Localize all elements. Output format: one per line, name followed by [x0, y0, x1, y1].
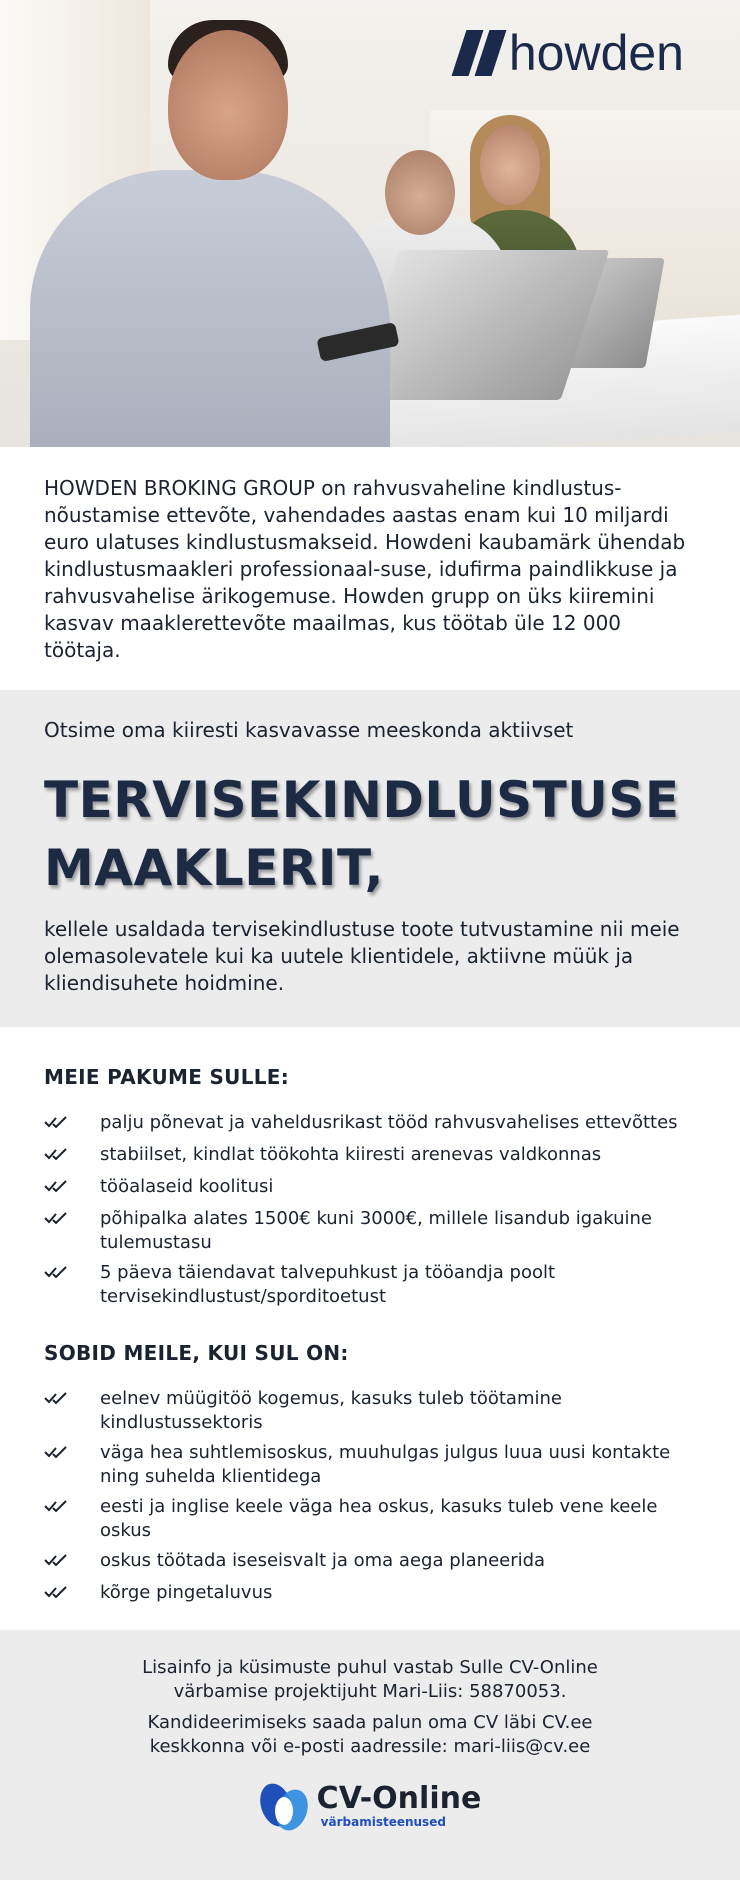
cv-online-logo-icon	[259, 1781, 311, 1833]
double-check-icon	[44, 1111, 100, 1137]
howden-logo-wordmark: howden	[508, 25, 684, 81]
list-item-text: põhipalka alates 1500€ kuni 3000€, millele lisandub igakuine tulemustasu	[100, 1208, 652, 1253]
list-item	[44, 1549, 698, 1575]
double-check-icon	[44, 1143, 100, 1169]
requirements-section	[0, 1315, 740, 1607]
list-item	[44, 1175, 698, 1201]
double-check-icon	[44, 1441, 100, 1489]
double-check-icon	[44, 1549, 100, 1575]
list-item-text: eelnev müügitöö kogemus, kasuks tuleb töötamine kindlustussektoris	[100, 1388, 562, 1433]
list-item	[44, 1387, 698, 1435]
list-item	[44, 1495, 698, 1543]
list-item	[44, 1581, 698, 1607]
hero-photo	[0, 0, 740, 447]
list-item	[44, 1207, 698, 1255]
company-intro: HOWDEN BROKING GROUP on rahvusvaheline kindlustus-nõustamise ettevõte, vahendades aastas enam kui 10 miljardi euro ulatuses kindlustusmakseid. Howdeni kaubamärk ühendab kindlustusmaakleri professionaal-suse, idufirma paindlikkuse ja rahvusvahelise ärikogemuse. Howden grupp on üks kiiremini kasvav maaklerettevõte maailmas, kus töötab üle 12 000 töötaja.	[44, 476, 686, 662]
apply-info: Kandideerimiseks saada palun oma CV läbi CV.ee keskkonna või e-posti aadressile: mari-liis@cv.ee	[147, 1712, 593, 1757]
job-lead-text: Otsime oma kiiresti kasvavasse meeskonda aktiivset	[44, 718, 574, 742]
list-item-text: 5 päeva täiendavat talvepuhkust ja tööandja poolt tervisekindlustust/sporditoetust	[100, 1262, 556, 1307]
list-item-text: oskus töötada iseseisvalt ja oma aega planeerida	[100, 1550, 546, 1571]
cv-online-logo	[259, 1781, 482, 1833]
job-title-band	[0, 690, 740, 1027]
requirements-title: SOBID MEILE, KUI SUL ON:	[44, 1341, 349, 1365]
list-item-text: eesti ja inglise keele väga hea oskus, kasuks tuleb vene keele oskus	[100, 1496, 658, 1541]
contact-info: Lisainfo ja küsimuste puhul vastab Sulle CV-Online värbamise projektijuht Mari-Liis: 58870053.	[142, 1657, 598, 1702]
offer-section	[0, 1027, 740, 1309]
double-check-icon	[44, 1175, 100, 1201]
howden-logo-mark-icon	[459, 30, 499, 76]
list-item	[44, 1261, 698, 1309]
double-check-icon	[44, 1261, 100, 1309]
job-headline-line2: MAAKLERIT,	[44, 839, 384, 897]
job-description: kellele usaldada tervisekindlustuse toote tutvustamine nii meie olemasolevatele kui ka uutele klientidele, aktiivne müük ja kliendisuhete hoidmine.	[44, 917, 680, 995]
job-headline	[44, 766, 698, 902]
howden-logo	[459, 25, 684, 81]
list-item-text: kõrge pingetaluvus	[100, 1582, 273, 1603]
contact-footer	[0, 1630, 740, 1880]
double-check-icon	[44, 1495, 100, 1543]
list-item	[44, 1111, 698, 1137]
double-check-icon	[44, 1207, 100, 1255]
cv-online-brand: CV-Online	[316, 1781, 482, 1816]
list-item-text: palju põnevat ja vaheldusrikast tööd rahvusvahelises ettevõttes	[100, 1112, 678, 1133]
requirements-list	[44, 1387, 698, 1607]
job-headline-line1: TERVISEKINDLUSTUSE	[44, 771, 680, 829]
double-check-icon	[44, 1581, 100, 1607]
cv-online-tagline: värbamisteenused	[320, 1815, 446, 1829]
list-item	[44, 1143, 698, 1169]
list-item	[44, 1441, 698, 1489]
offer-title: MEIE PAKUME SULLE:	[44, 1065, 290, 1089]
double-check-icon	[44, 1387, 100, 1435]
list-item-text: stabiilset, kindlat töökohta kiiresti arenevas valdkonnas	[100, 1144, 602, 1165]
list-item-text: tööalaseid koolitusi	[100, 1176, 274, 1197]
list-item-text: väga hea suhtlemisoskus, muuhulgas julgus luua uusi kontakte ning suhelda klientidega	[100, 1442, 671, 1487]
offer-list	[44, 1111, 698, 1309]
